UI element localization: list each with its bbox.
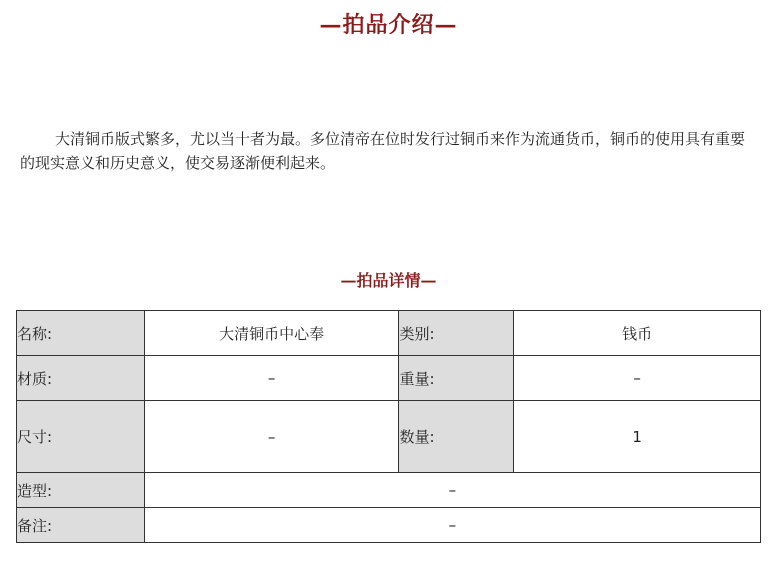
- category-value: 钱币: [514, 311, 761, 356]
- quantity-value: 1: [514, 401, 761, 473]
- name-label: 名称:: [17, 311, 145, 356]
- quantity-label: 数量:: [399, 401, 514, 473]
- material-label: 材质:: [17, 356, 145, 401]
- table-row-shape: [17, 473, 761, 508]
- name-value: 大清铜币中心奉: [144, 311, 399, 356]
- details-section-title: —拍品详情—: [340, 271, 437, 290]
- shape-label: 造型:: [17, 473, 145, 508]
- remarks-value: –: [144, 508, 760, 543]
- table-row-size: [17, 401, 761, 473]
- intro-section-title: —拍品介绍—: [319, 12, 458, 38]
- size-value: –: [144, 401, 399, 473]
- weight-value: –: [514, 356, 761, 401]
- size-label: 尺寸:: [17, 401, 145, 473]
- material-value: –: [144, 356, 399, 401]
- table-row-material: [17, 356, 761, 401]
- remarks-label: 备注:: [17, 508, 145, 543]
- details-table: [16, 310, 761, 543]
- table-row-remarks: [17, 508, 761, 543]
- weight-label: 重量:: [399, 356, 514, 401]
- table-row-name: [17, 311, 761, 356]
- shape-value: –: [144, 473, 760, 508]
- intro-paragraph: 大清铜币版式繁多，尤以当十者为最。多位清帝在位时发行过铜币来作为流通货币，铜币的使用具有重要的现实意义和历史意义，使交易逐渐便利起来。: [20, 130, 746, 172]
- category-label: 类别:: [399, 311, 514, 356]
